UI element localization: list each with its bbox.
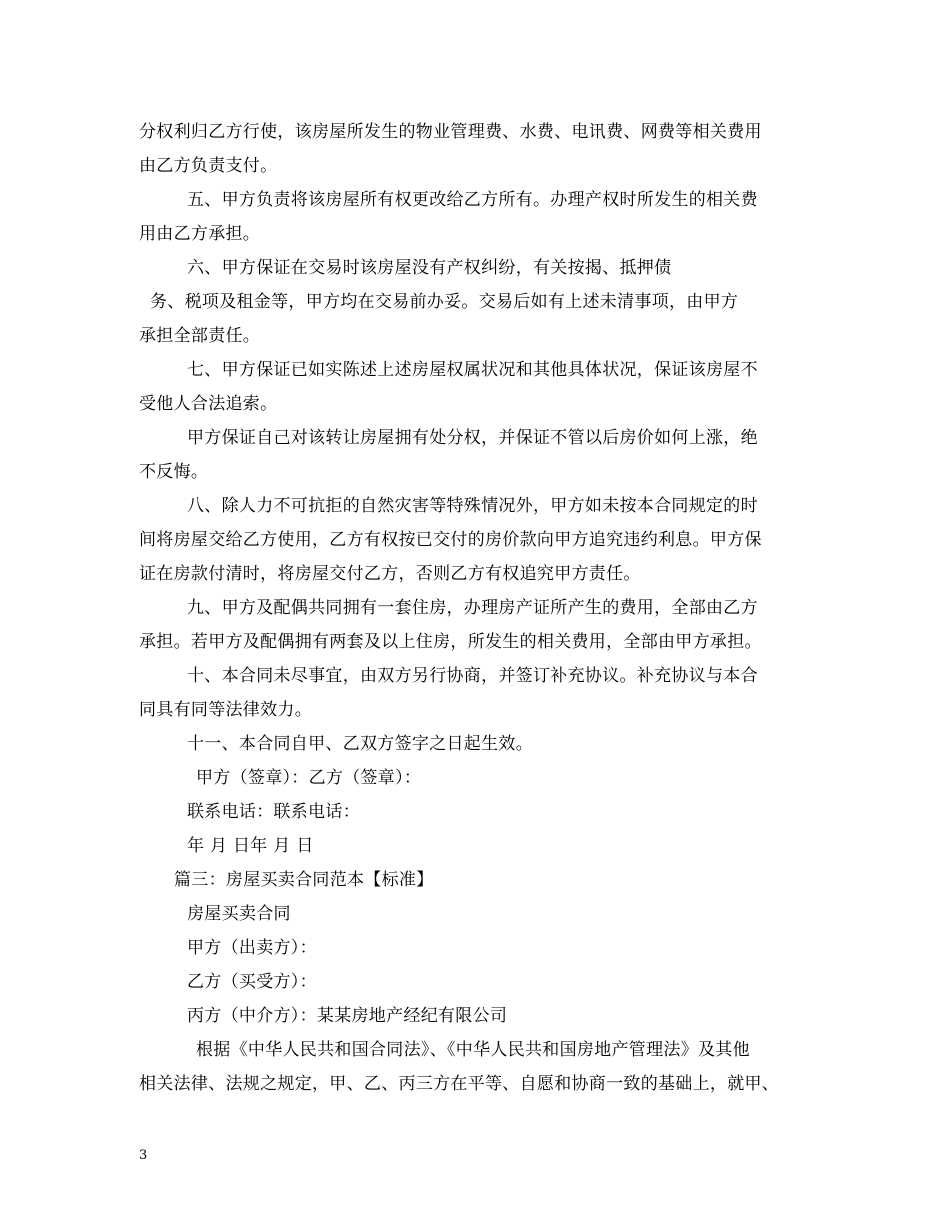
- paragraph-start: 九、甲方及配偶共同拥有一套住房，办理房产证所产生的费用，全部由乙方: [187, 598, 758, 618]
- text-line: 受他人合法追索。: [139, 394, 278, 414]
- paragraph-start: 八、除人力不可抗拒的自然灾害等特殊情况外，甲方如未按本合同规定的时: [187, 496, 758, 516]
- section-heading: 篇三：房屋买卖合同范本【标准】: [174, 870, 434, 890]
- paragraph-start: 七、甲方保证已如实陈述上述房屋权属状况和其他具体状况，保证该房屋不: [187, 360, 758, 380]
- date-line: 年 月 日年 月 日: [187, 836, 314, 856]
- text-line: 分权利归乙方行使，该房屋所发生的物业管理费、水费、电讯费、网费等相关费用: [139, 122, 762, 142]
- paragraph-start: 根据《中华人民共和国合同法》、《中华人民共和国房地产管理法》及其他: [196, 1040, 750, 1060]
- signature-line: 甲方（签章）：乙方（签章）：: [196, 768, 422, 788]
- text-line: 证在房款付清时，将房屋交付乙方，否则乙方有权追究甲方责任。: [139, 564, 641, 584]
- text-line: 用由乙方承担。: [139, 224, 261, 244]
- paragraph-start: 十一、本合同自甲、乙双方签字之日起生效。: [187, 734, 533, 754]
- text-line: 相关法律、法规之规定，甲、乙、丙三方在平等、自愿和协商一致的基础上，就甲、: [139, 1074, 780, 1094]
- party-c-line: 丙方（中介方）：某某房地产经纪有限公司: [187, 1006, 508, 1026]
- paragraph-start: 十、本合同未尽事宜，由双方另行协商，并签订补充协议。补充协议与本合: [187, 666, 758, 686]
- paragraph-start: 甲方保证自己对该转让房屋拥有处分权，并保证不管以后房价如何上涨，绝: [187, 428, 758, 448]
- text-line: 承担全部责任。: [139, 326, 261, 346]
- party-a-line: 甲方（出卖方）：: [187, 938, 317, 958]
- contract-title: 房屋买卖合同: [187, 904, 291, 924]
- text-line: 承担。若甲方及配偶拥有两套及以上住房，所发生的相关费用，全部由甲方承担。: [139, 632, 762, 652]
- contact-phone-line: 联系电话：联系电话：: [187, 802, 360, 822]
- text-line: 同具有同等法律效力。: [139, 700, 312, 720]
- text-line: 务、税项及租金等，甲方均在交易前办妥。交易后如有上述未清事项，由甲方: [150, 292, 739, 312]
- text-line: 不反悔。: [139, 462, 209, 482]
- paragraph-start: 五、甲方负责将该房屋所有权更改给乙方所有。办理产权时所发生的相关费: [187, 190, 758, 210]
- page-number: 3: [139, 1148, 148, 1163]
- party-b-line: 乙方（买受方）：: [187, 972, 317, 992]
- text-line: 由乙方负责支付。: [139, 156, 278, 176]
- text-line: 间将房屋交给乙方使用，乙方有权按已交付的房价款向甲方追究违约利息。甲方保: [139, 530, 762, 550]
- paragraph-start: 六、甲方保证在交易时该房屋没有产权纠纷，有关按揭、抵押债: [187, 258, 672, 278]
